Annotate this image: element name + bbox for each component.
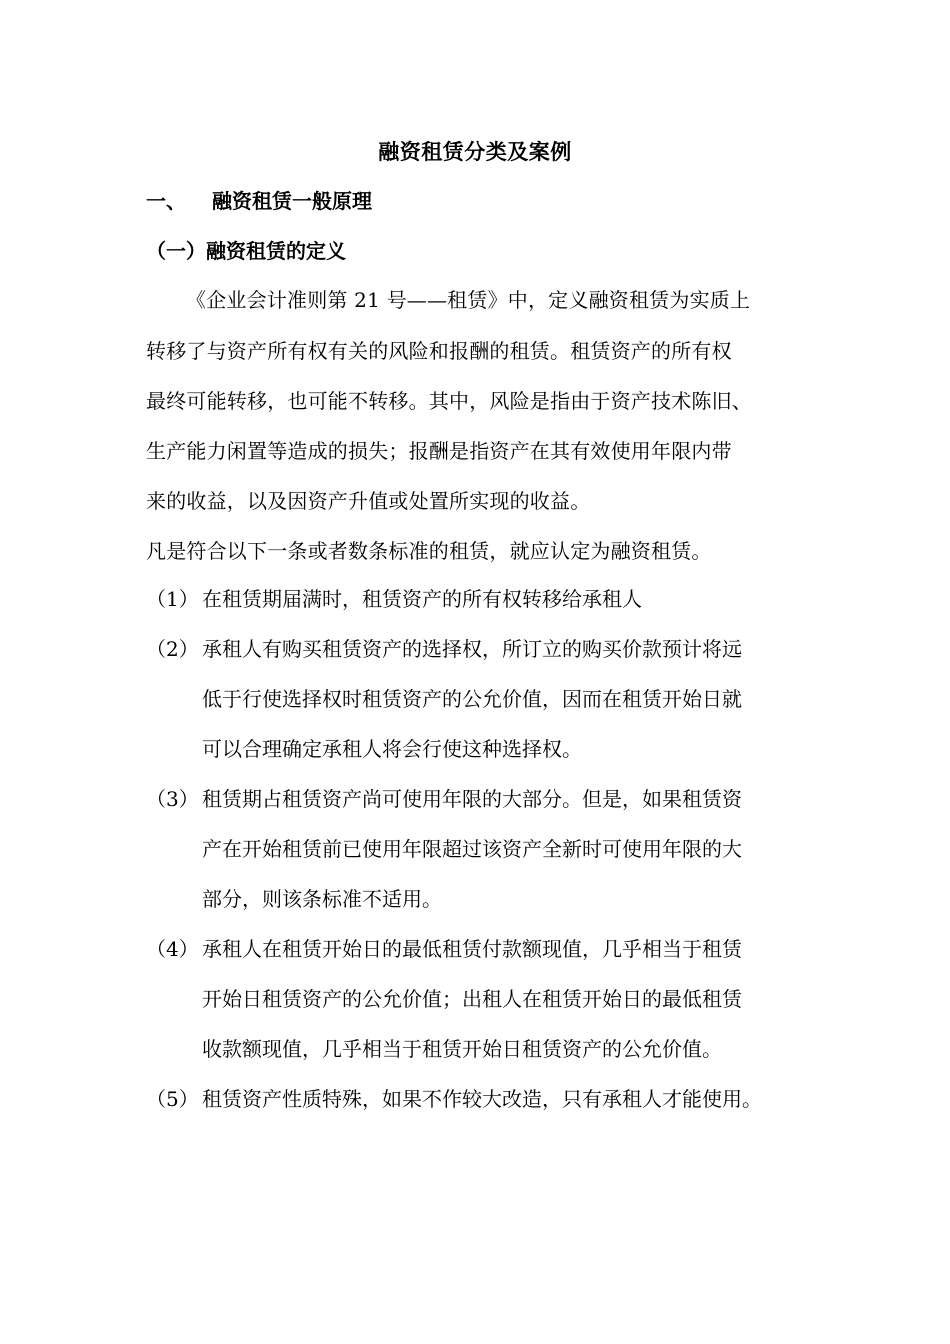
paragraph-line: 最终可能转移，也可能不转移。其中，风险是指由于资产技术陈旧、	[146, 389, 752, 413]
list-item-continuation: 开始日租赁资产的公允价值；出租人在租赁开始日的最低租赁	[202, 987, 742, 1011]
paragraph-line: 生产能力闲置等造成的损失；报酬是指资产在其有效使用年限内带	[146, 439, 732, 463]
list-marker: （5）	[146, 1087, 199, 1111]
list-item	[146, 784, 742, 814]
list-marker: （1）	[146, 587, 199, 611]
paragraph-line: 《企业会计准则第 21 号——租赁》中，定义融资租赁为实质上	[186, 288, 751, 312]
section-label: 融资租赁一般原理	[212, 189, 372, 213]
list-item-continuation: 产在开始租赁前已使用年限超过该资产全新时可使用年限的大	[202, 837, 742, 861]
list-marker: （4）	[146, 937, 199, 961]
subsection-heading: （一）融资租赁的定义	[146, 239, 346, 263]
list-item-continuation: 低于行使选择权时租赁资产的公允价值，因而在租赁开始日就	[202, 687, 742, 711]
list-marker: （2）	[146, 637, 199, 661]
criteria-intro: 凡是符合以下一条或者数条标准的租赁，就应认定为融资租赁。	[146, 539, 712, 563]
list-item-text: 在租赁期届满时，租赁资产的所有权转移给承租人	[202, 587, 642, 611]
list-item	[146, 934, 742, 964]
paragraph-line: 转移了与资产所有权有关的风险和报酬的租赁。租赁资产的所有权	[146, 339, 732, 363]
list-item-text: 租赁期占租赁资产尚可使用年限的大部分。但是，如果租赁资	[202, 787, 742, 811]
section-number: 一、	[146, 189, 186, 213]
list-item-text: 租赁资产性质特殊，如果不作较大改造，只有承租人才能使用。	[202, 1087, 762, 1111]
paragraph-line: 来的收益，以及因资产升值或处置所实现的收益。	[146, 489, 591, 513]
list-item	[146, 1084, 762, 1114]
list-item-continuation: 可以合理确定承租人将会行使这种选择权。	[202, 737, 582, 761]
document-title: 融资租赁分类及案例	[378, 139, 572, 164]
list-item	[146, 634, 742, 664]
list-item-continuation: 收款额现值，几乎相当于租赁开始日租赁资产的公允价值。	[202, 1037, 722, 1061]
list-marker: （3）	[146, 787, 199, 811]
list-item-text: 承租人在租赁开始日的最低租赁付款额现值，几乎相当于租赁	[202, 937, 742, 961]
section-heading	[146, 186, 372, 216]
list-item-continuation: 部分，则该条标准不适用。	[202, 887, 442, 911]
list-item-text: 承租人有购买租赁资产的选择权，所订立的购买价款预计将远	[202, 637, 742, 661]
list-item	[146, 584, 642, 614]
